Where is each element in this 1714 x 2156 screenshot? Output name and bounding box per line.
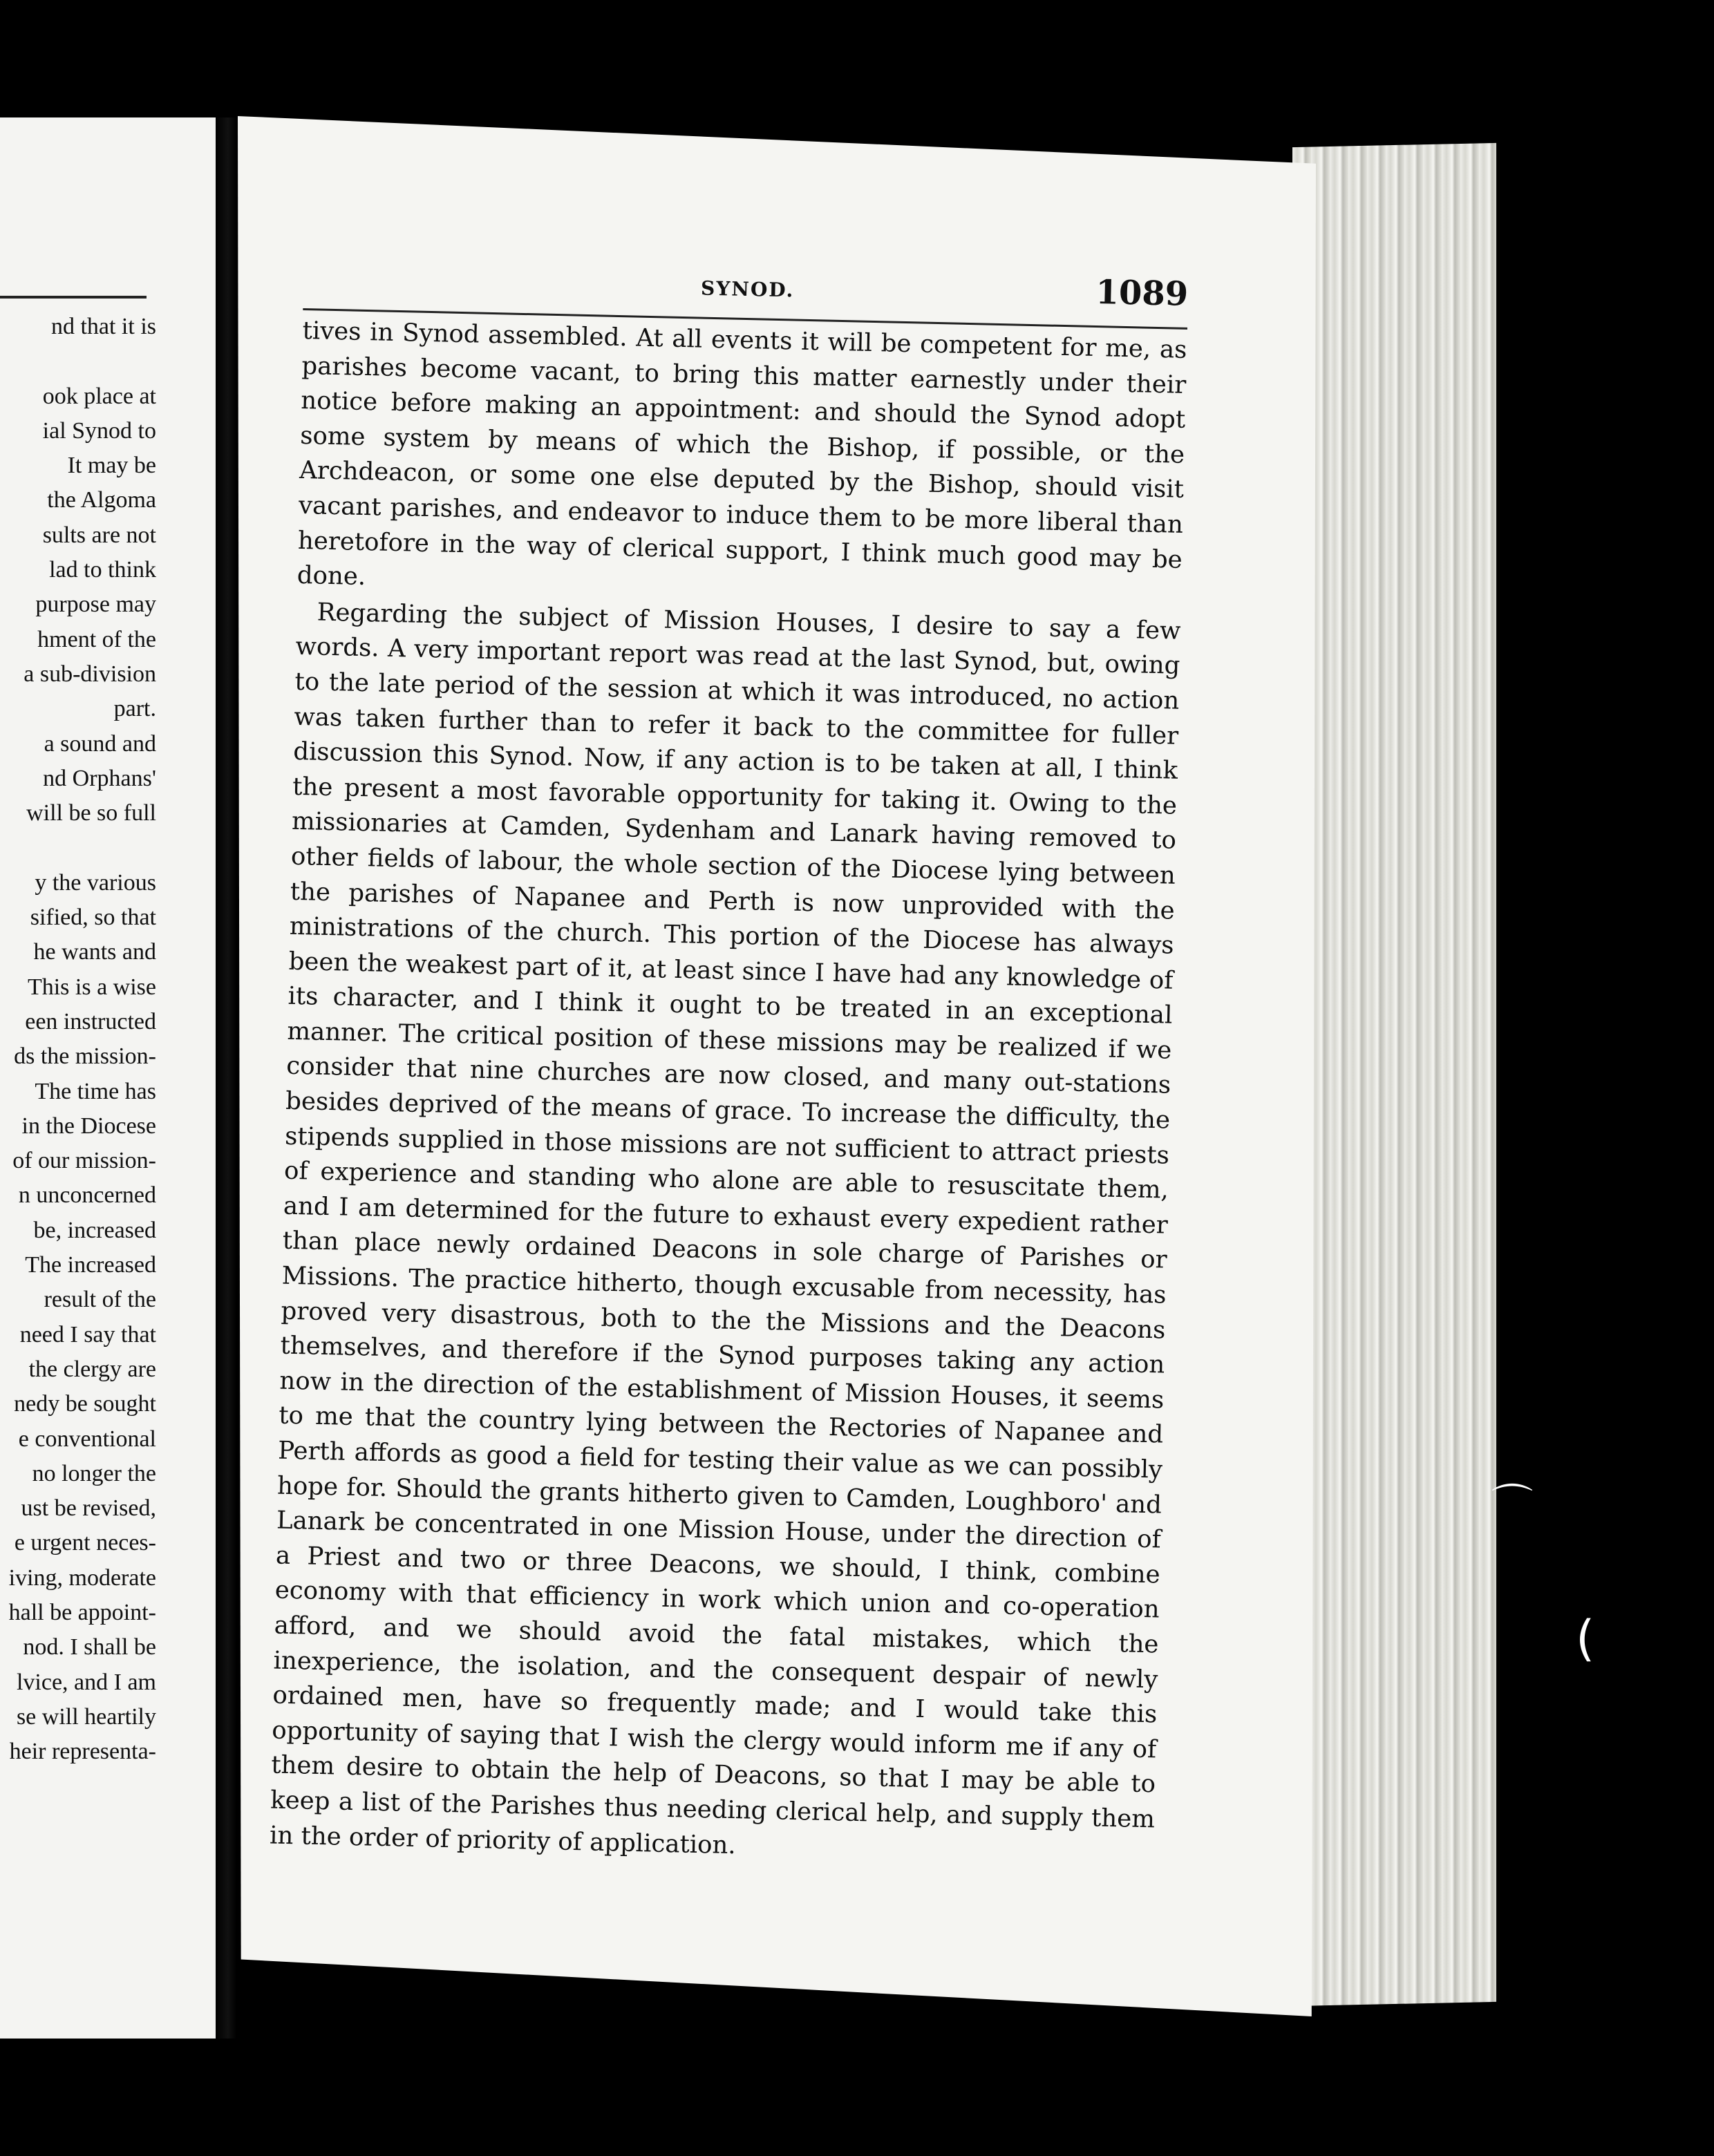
paragraph: Regarding the subject of Mission Houses, I desire to say a few words. A very important report was read at the last Synod, but, owing to the late period of the session at which it was introduced, no action was taken further than to refer it back to the committee for fuller discussion this Synod. Now, if any action is to be taken at all, I think the present a most favorable opportunity for taking it. Owing to the missionaries at Camden, Sydenham and Lanark having removed to other fields of labour, the whole section of the Diocese lying between the parishes of Napanee and Perth is now unprovided with the ministrations of the church. This portion of the Diocese has always been the weakest part of it, at least since I have had any knowledge of its character, and I think it ought to be treated in an exceptional manner. The critical position of these missions may be realized if we consider that nine churches are now closed, and many out-stations besides deprived of the means of grace. To increase the difficulty, the stipends supplied in those missions are not sufficient to attract priests of experience and standing who alone are able to resuscitate them, and I am determined for the future to exhaust every expedient rather than place newly ordained Deacons in sole charge of Parishes or Missions. The practice hitherto, though excusable from necessity, has proved very disastrous, both to the the Missions and the Deacons themselves, and therefore if the Synod purposes taking any action now in the direction of the establishment of Mission Houses, it seems to me that the country lying between the Rectories of Napanee and Perth affords as good a field for testing their value as we can possibly hope for. Should the grants hitherto given to Camden, Loughboro' and Lanark be concentrated in one Mission House, under the direction of a Priest and two or three Deacons, we should, I think, combine economy with that efficiency in work which union and co-operation afford, and we should avoid the fatal mistakes, which the inexperience, the isolation, and the consequent despair of newly ordained men, have so frequently made; and I would take this opportunity of saying that I wish the clergy would inform me if any of them desire to obtain the help of Deacons, so that I may be able to keep a list of the Parishes thus needing clerical help, and supply them in the order of priority of application. [269,598,1181,1860]
text-line: nd that it is [50,314,156,339]
text-line: n unconcerned [18,1182,156,1209]
text-line: nedy be sought [14,1391,156,1417]
page-content [270,256,1189,1872]
text-line: hall be appoint- [8,1599,156,1625]
text-line: be, increased [33,1217,156,1243]
text-line: ds the mission- [14,1043,156,1070]
text-line: ook place at [42,383,156,409]
page-edges [1292,143,1496,2006]
page-number: 1089 [1095,273,1189,314]
paragraph: tives in Synod assembled. At all events it will be competent for me, as parishes become vacant, to bring this matter earnestly under their notice before making an appointment: and should the Synod adopt some system by means of which the Bishop, if possible, or the Archdeacon, or some one else deputed by the Bishop, should visit vacant parishes, and endeavor to induce them to be more liberal than heretofore in the way of clerical support, I think much good may be done. [296,316,1187,592]
text-line: nd Orphans' [43,765,156,791]
text-line: e conventional [18,1426,156,1452]
text-line: iving, moderate [8,1564,156,1591]
text-line: heir representa- [9,1739,156,1765]
running-head: SYNOD. [700,276,795,302]
text-line: It may be [67,453,156,479]
book-gutter [216,117,236,2039]
text-line: nod. I shall be [23,1634,156,1661]
text-line: een instructed [25,1008,156,1034]
text-line: y the various [35,869,156,896]
text-line: sults are not [42,522,156,548]
text-line: ust be revised, [21,1495,156,1522]
text-line: part. [113,696,156,722]
scan-speck: ( [1576,1610,1595,1667]
text-line: The increased [25,1252,156,1278]
text-line: sified, so that [30,905,156,931]
text-line [0,831,156,865]
text-line: ial Synod to [42,417,156,444]
left-page-text [0,310,156,1769]
text-line: a sound and [44,730,156,757]
text-line: lvice, and I am [16,1669,156,1695]
text-line: need I say that [19,1321,156,1348]
text-line: e urgent neces- [14,1530,156,1556]
text-line: the Algoma [47,487,156,513]
text-line: result of the [44,1287,156,1313]
text-line [0,344,156,379]
left-page [0,117,216,2039]
text-line: no longer the [32,1460,156,1486]
left-page-header-rule [0,296,147,299]
text-line: the clergy are [28,1356,156,1382]
text-line: will be so full [26,800,156,826]
text-line: se will heartily [16,1703,156,1730]
text-line: The time has [35,1078,156,1104]
text-line: This is a wise [27,974,156,1000]
scan-speck: ⌒ [1491,1481,1533,1529]
text-line: in the Diocese [21,1113,156,1139]
text-line: purpose may [35,592,156,618]
text-line: of our mission- [12,1148,156,1174]
text-line: hment of the [37,626,156,652]
text-line: a sub-division [23,661,156,687]
text-line: he wants and [33,939,156,965]
text-line: lad to think [49,557,156,583]
